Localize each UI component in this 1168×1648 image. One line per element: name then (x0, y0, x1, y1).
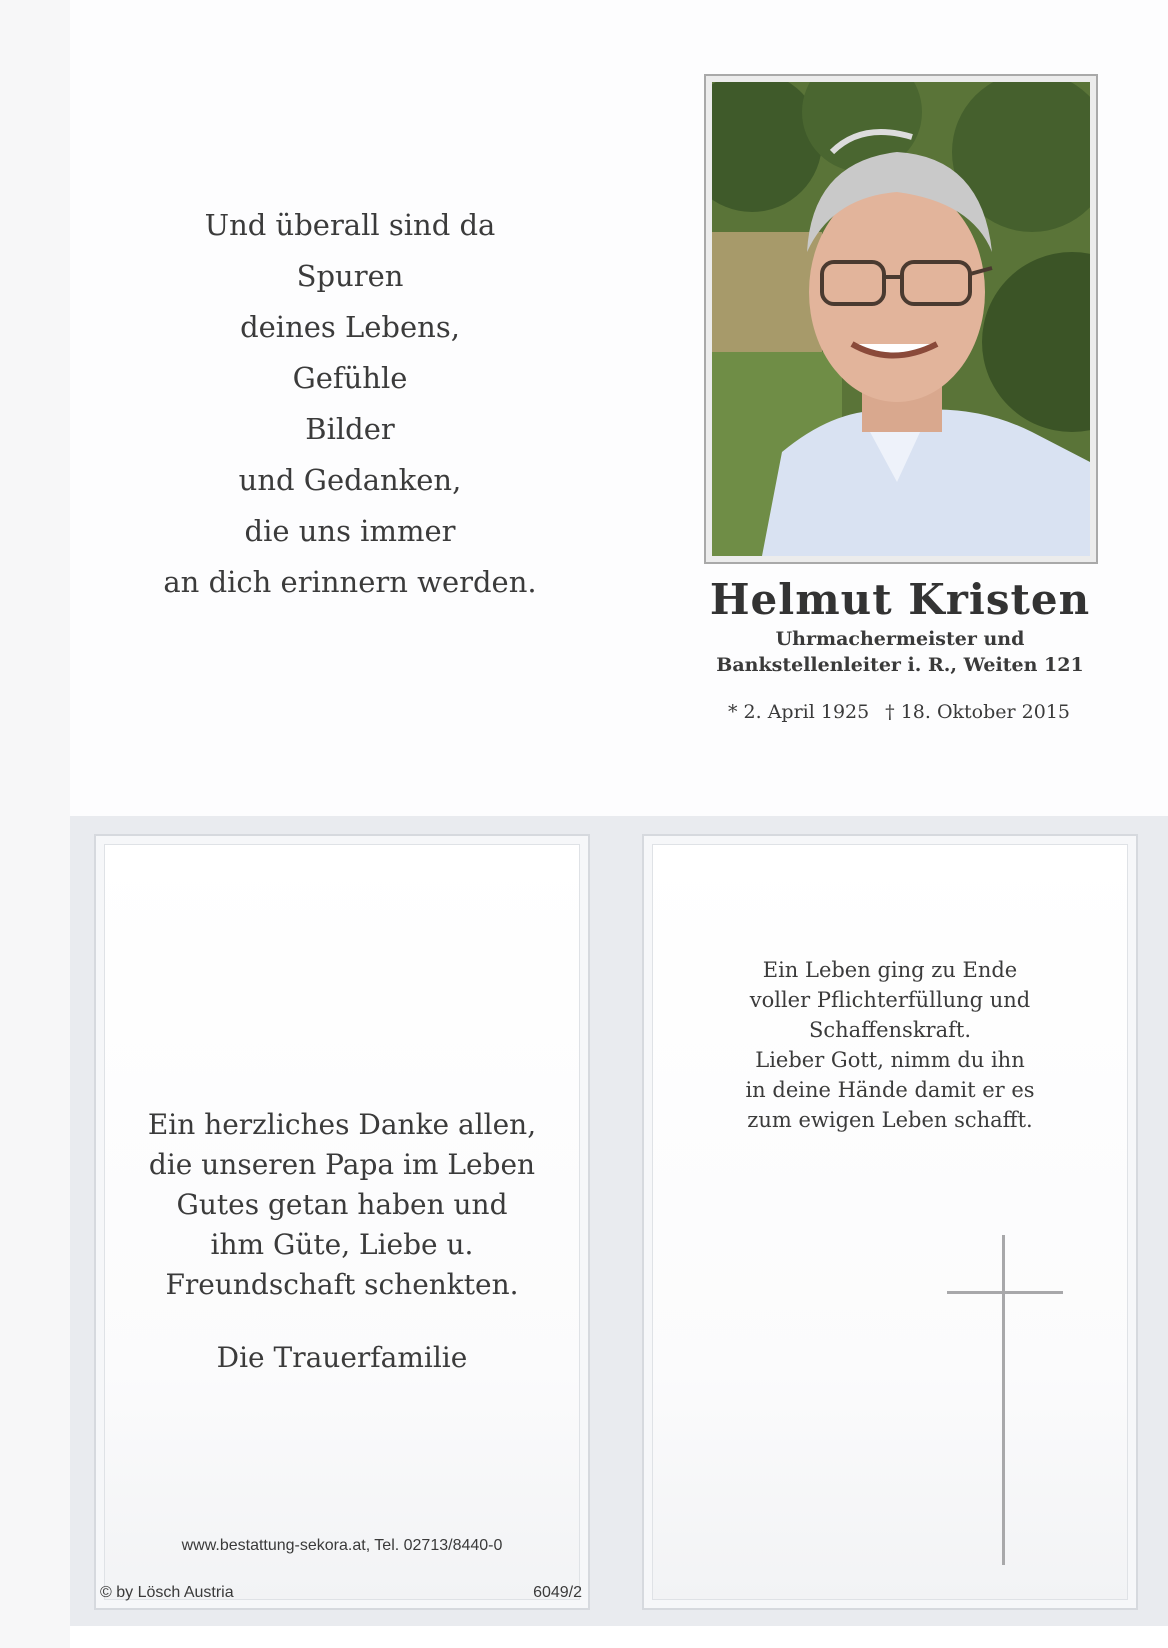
verse-line: Ein Leben ging zu Ende (762, 958, 1018, 982)
thanks-panel-inner (104, 844, 580, 1600)
thanks-line: Gutes getan haben und (176, 1188, 508, 1221)
poem-line: Gefühle (292, 361, 408, 395)
portrait-photo (712, 82, 1090, 556)
verse-line: voller Pflichterfüllung und (749, 988, 1031, 1012)
title-line: Bankstellenleiter i. R., Weiten 121 (716, 654, 1084, 676)
verse-line: Schaffenskraft. (808, 1018, 971, 1042)
scan-margin (0, 0, 70, 1648)
thanks-line: ihm Güte, Liebe u. (210, 1228, 474, 1261)
deceased-title (700, 626, 1100, 678)
cross-icon (935, 1235, 1075, 1565)
verse-panel-inner (652, 844, 1128, 1600)
thanks-line: Ein herzliches Danke allen, (147, 1108, 537, 1141)
portrait-frame (704, 74, 1098, 564)
product-code: 6049/2 (533, 1584, 582, 1601)
verse-text (653, 955, 1127, 1135)
verse-line: Lieber Gott, nimm du ihn (755, 1048, 1025, 1072)
copyright-note: © by Lösch Austria (100, 1584, 234, 1601)
poem (150, 200, 550, 608)
birth-date: * 2. April 1925 (728, 701, 870, 723)
funeral-home-contact: www.bestattung-sekora.at, Tel. 02713/8440-0 (181, 1537, 503, 1554)
verse-line: in deine Hände damit er es (745, 1078, 1035, 1102)
thanks-panel (94, 834, 590, 1610)
poem-line: an dich erinnern werden. (163, 565, 537, 599)
thanks-line: Freundschaft schenkten. (165, 1268, 519, 1301)
verse-panel (642, 834, 1138, 1610)
family-signature: Die Trauerfamilie (216, 1341, 468, 1374)
poem-line: deines Lebens, (240, 310, 460, 344)
death-date: † 18. Oktober 2015 (885, 701, 1070, 723)
thanks-line: die unseren Papa im Leben (148, 1148, 536, 1181)
verse-line: zum ewigen Leben schafft. (747, 1108, 1033, 1132)
poem-line: Bilder (305, 412, 395, 446)
poem-line: Und überall sind da (204, 208, 496, 242)
poem-line: und Gedanken, (238, 463, 462, 497)
poem-line: die uns immer (244, 514, 456, 548)
portrait-illustration (712, 82, 1090, 556)
deceased-name: Helmut Kristen (709, 575, 1091, 624)
poem-line: Spuren (296, 259, 404, 293)
life-dates (700, 701, 1100, 723)
title-line: Uhrmachermeister und (775, 628, 1025, 650)
thanks-text (105, 1105, 579, 1305)
